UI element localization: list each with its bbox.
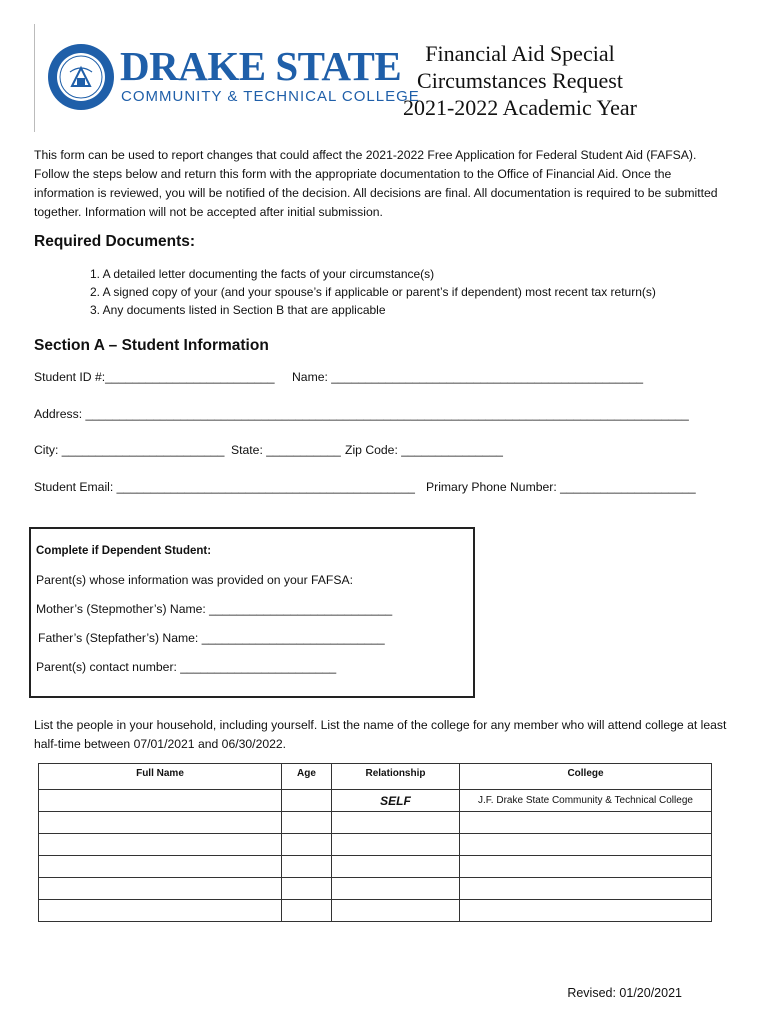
zip-code-field[interactable]: Zip Code: _______________: [345, 443, 503, 457]
age-cell[interactable]: [282, 790, 332, 812]
college-cell[interactable]: [460, 878, 712, 900]
relationship-cell[interactable]: [332, 834, 460, 856]
list-item: 2. A signed copy of your (and your spouse’s if applicable or parent’s if dependent) most recent tax return(s): [90, 285, 656, 299]
father-name-field[interactable]: Father’s (Stepfather’s) Name: ___________________________: [38, 631, 385, 645]
table-row: [39, 834, 712, 856]
full-name-cell[interactable]: [39, 812, 282, 834]
dependent-heading: Complete if Dependent Student:: [36, 545, 212, 557]
intro-paragraph: This form can be used to report changes that could affect the 2021-2022 Free Application for Federal Student Aid (FAFSA). Follow the steps below and return this form with the appropriate documentation to the Office of Financial Aid. Once the information is reviewed, you will be notified of the decision. All decisions are final. All documentation is required to be submitted together. Information will not be accepted after initial submission.: [34, 148, 718, 219]
full-name-cell[interactable]: [39, 856, 282, 878]
primary-phone-field[interactable]: Primary Phone Number: ____________________: [426, 480, 696, 494]
brand-subtitle: COMMUNITY & TECHNICAL COLLEGE: [121, 88, 420, 105]
relationship-cell[interactable]: [332, 856, 460, 878]
college-cell[interactable]: J.F. Drake State Community & Technical College: [460, 790, 712, 812]
college-seal-icon: [46, 42, 116, 112]
full-name-cell[interactable]: [39, 878, 282, 900]
column-header: Full Name: [39, 764, 282, 790]
list-item: 3. Any documents listed in Section B that are applicable: [90, 303, 386, 317]
relationship-cell[interactable]: [332, 900, 460, 922]
student-email-field[interactable]: Student Email: ____________________________________________: [34, 480, 415, 494]
table-row: [39, 790, 712, 812]
age-cell[interactable]: [282, 834, 332, 856]
title-line: Financial Aid Special: [425, 41, 615, 66]
parent-contact-field[interactable]: Parent(s) contact number: _______________________: [36, 660, 337, 674]
state-field[interactable]: State: ___________: [231, 443, 341, 457]
brand-name: DRAKE STATE: [120, 43, 402, 89]
dependent-student-box: [29, 527, 475, 698]
college-cell[interactable]: [460, 834, 712, 856]
relationship-cell[interactable]: [332, 878, 460, 900]
form-title: [370, 40, 670, 121]
required-documents-heading: Required Documents:: [34, 233, 196, 250]
name-field[interactable]: Name: ______________________________________________: [292, 370, 644, 384]
age-cell[interactable]: [282, 856, 332, 878]
relationship-cell[interactable]: [332, 812, 460, 834]
table-row: [39, 900, 712, 922]
header-divider: [34, 24, 35, 132]
table-row: [39, 856, 712, 878]
college-cell[interactable]: [460, 812, 712, 834]
list-item: 1. A detailed letter documenting the facts of your circumstance(s): [90, 267, 435, 281]
full-name-cell[interactable]: [39, 900, 282, 922]
age-cell[interactable]: [282, 812, 332, 834]
section-a-heading: Section A – Student Information: [34, 337, 269, 354]
title-line: 2021-2022 Academic Year: [402, 95, 637, 120]
column-header: College: [460, 764, 712, 790]
college-cell[interactable]: [460, 856, 712, 878]
city-field[interactable]: City: ________________________: [34, 443, 225, 457]
full-name-cell[interactable]: [39, 834, 282, 856]
relationship-cell[interactable]: SELF: [332, 790, 460, 812]
parents-fafsa-line: Parent(s) whose information was provided on your FAFSA:: [36, 573, 354, 587]
address-field[interactable]: Address: _________________________________________________________________________________________: [34, 407, 689, 421]
table-row: [39, 812, 712, 834]
age-cell[interactable]: [282, 900, 332, 922]
student-id-field[interactable]: Student ID #:_________________________: [34, 370, 275, 384]
column-header: Age: [282, 764, 332, 790]
mother-name-field[interactable]: Mother’s (Stepmother’s) Name: ___________________________: [36, 602, 393, 616]
column-header: Relationship: [332, 764, 460, 790]
title-line: Circumstances Request: [417, 68, 623, 93]
household-table: [38, 763, 712, 922]
age-cell[interactable]: [282, 878, 332, 900]
table-row: [39, 878, 712, 900]
required-documents-list: [90, 265, 656, 319]
revised-date: Revised: 01/20/2021: [567, 986, 682, 1000]
table-header-row: [39, 764, 712, 790]
household-instructions: List the people in your household, including yourself. List the name of the college for any member who will attend college at least half-time between 07/01/2021 and 06/30/2022.: [34, 718, 727, 751]
full-name-cell[interactable]: [39, 790, 282, 812]
college-cell[interactable]: [460, 900, 712, 922]
